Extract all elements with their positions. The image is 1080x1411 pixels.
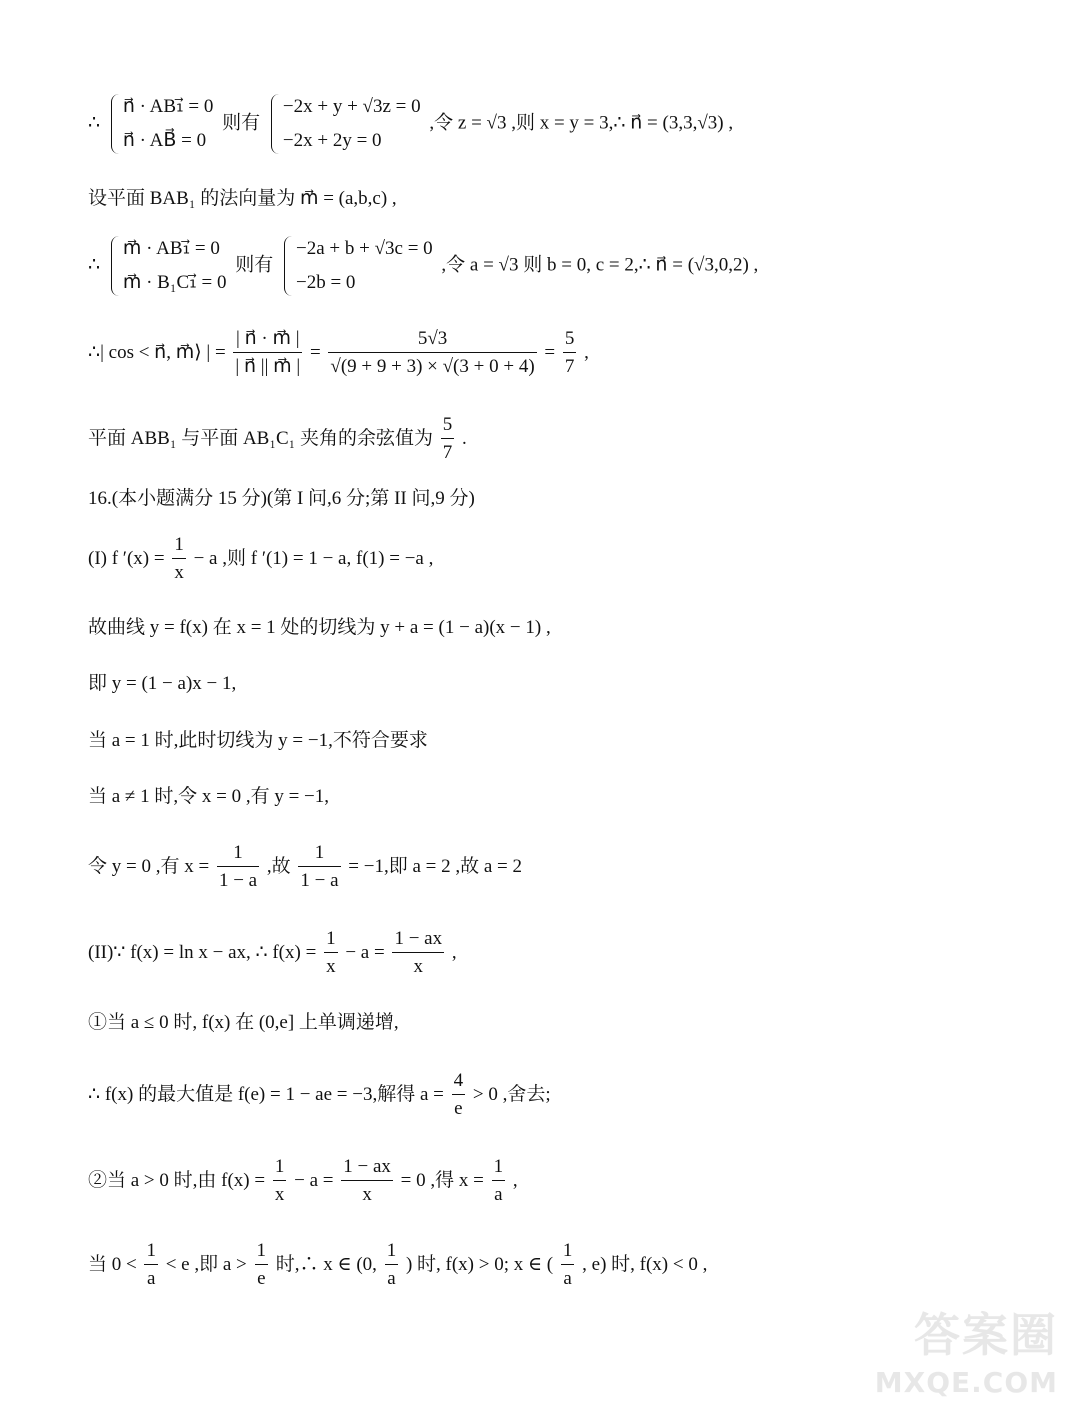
math-line-3 <box>88 232 758 300</box>
text-segment: 则有 <box>222 112 261 134</box>
text-segment: 当 0 < <box>88 1253 137 1275</box>
text-segment: < e ,即 a > <box>165 1253 247 1275</box>
text-segment: = −1,即 a = 2 ,故 a = 2 <box>348 855 522 877</box>
therefore-symbol: ∴ <box>88 254 101 276</box>
text-segment: = <box>309 341 321 363</box>
text-segment: . <box>462 427 467 449</box>
math-line-15 <box>88 1068 551 1123</box>
fraction <box>144 1238 158 1293</box>
equation-row: −2x + 2y = 0 <box>282 130 382 151</box>
denominator: e <box>255 1264 269 1293</box>
problem-16-heading: 16.(本小题满分 15 分)(第 I 问,6 分;第 II 问,9 分) <box>88 488 475 509</box>
therefore-symbol: ∴ <box>88 112 101 134</box>
text-segment: = <box>544 341 556 363</box>
watermark-url: MXQE.COM <box>874 1366 1058 1399</box>
math-line-7 <box>88 532 433 587</box>
math-line-16 <box>88 1154 518 1209</box>
math-line-12 <box>88 840 522 895</box>
text-segment: (I) f ′(x) = <box>88 547 165 569</box>
fraction <box>561 1238 575 1293</box>
math-line-1 <box>88 90 733 158</box>
fraction <box>492 1154 506 1209</box>
text-segment: > 0 ,舍去; <box>472 1083 551 1105</box>
math-line-13 <box>88 926 457 981</box>
watermark-logo <box>874 1293 1064 1403</box>
fraction <box>563 326 577 381</box>
equation-row: n⃗ · AB₁⃗ = 0 <box>122 96 214 117</box>
numerator: 1 <box>562 1240 573 1261</box>
denominator: 7 <box>563 352 577 381</box>
math-line-17 <box>88 1238 707 1293</box>
watermark-title: 答案圈 <box>914 1308 1058 1362</box>
denominator: √(9 + 9 + 3) × √(3 + 0 + 4) <box>328 352 536 381</box>
fraction <box>324 926 338 981</box>
text-segment: 则有 <box>235 254 274 276</box>
denominator: x <box>172 558 186 587</box>
equation-system <box>269 90 421 158</box>
math-line-9: 即 y = (1 − a)x − 1, <box>88 673 237 694</box>
numerator: 1 − ax <box>343 1156 391 1177</box>
denominator: a <box>561 1264 575 1293</box>
fraction <box>341 1154 393 1209</box>
text-segment: − a ,则 f ′(1) = 1 − a, f(1) = −a , <box>193 547 434 569</box>
math-line-8: 故曲线 y = f(x) 在 x = 1 处的切线为 y + a = (1 − a)(x − 1) , <box>88 617 551 638</box>
fraction <box>233 326 302 381</box>
fraction <box>298 840 340 895</box>
numerator: 5√3 <box>417 328 448 349</box>
equation-row: −2x + y + √3z = 0 <box>282 96 421 117</box>
text-segment: ,令 a = √3 则 b = 0, c = 2,∴ n⃗ = (√3,0,2) , <box>441 254 759 276</box>
denominator: x <box>324 952 338 981</box>
fraction <box>441 412 455 467</box>
equation-row: m⃗ · B₁C₁⃗ = 0 <box>122 272 227 293</box>
text-segment: ∴| cos < n⃗, m⃗⟩ | = <box>88 341 226 363</box>
fraction <box>328 326 536 381</box>
text-segment: , <box>584 341 589 363</box>
fraction <box>217 840 259 895</box>
equation-row: m⃗ · AB₁⃗ = 0 <box>122 238 220 259</box>
math-line-14: ①当 a ≤ 0 时, f(x) 在 (0,e] 上单调递增, <box>88 1012 399 1033</box>
math-line-2: 设平面 BAB₁ 的法向量为 m⃗ = (a,b,c) , <box>88 188 397 209</box>
text-segment: ②当 a > 0 时,由 f(x) = <box>88 1169 266 1191</box>
denominator: x <box>273 1180 287 1209</box>
denominator: a <box>492 1180 506 1209</box>
denominator: 1 − a <box>217 866 259 895</box>
math-line-5 <box>88 412 467 467</box>
equation-row: −2b = 0 <box>296 272 356 293</box>
denominator: e <box>452 1094 466 1123</box>
equation-row: −2a + b + √3c = 0 <box>296 238 433 259</box>
numerator: 5 <box>564 328 575 349</box>
numerator: 1 <box>326 928 336 949</box>
denominator: a <box>385 1264 399 1293</box>
text-segment: , e) 时, f(x) < 0 , <box>582 1253 708 1275</box>
numerator: | n⃗ · m⃗ | <box>236 328 300 349</box>
numerator: 1 <box>256 1240 267 1261</box>
text-segment: (II)∵ f(x) = ln x − ax, ∴ f(x) = <box>88 941 317 963</box>
denominator: 1 − a <box>298 866 340 895</box>
fraction <box>273 1154 287 1209</box>
math-line-4 <box>88 326 589 381</box>
numerator: 5 <box>442 414 453 435</box>
text-segment: 时,∴ x ∈ (0, <box>275 1253 377 1275</box>
numerator: 1 <box>274 1156 285 1177</box>
text-segment: 平面 ABB₁ 与平面 AB₁C₁ 夹角的余弦值为 <box>88 427 434 449</box>
text-segment: ) 时, f(x) > 0; x ∈ ( <box>405 1253 554 1275</box>
fraction <box>172 532 186 587</box>
fraction <box>385 1238 399 1293</box>
numerator: 1 <box>493 1156 504 1177</box>
text-segment: = 0 ,得 x = <box>400 1169 484 1191</box>
text-segment: ,令 z = √3 ,则 x = y = 3,∴ n⃗ = (3,3,√3) , <box>429 112 734 134</box>
denominator: a <box>144 1264 158 1293</box>
text-segment: 令 y = 0 ,有 x = <box>88 855 210 877</box>
equation-system <box>109 232 227 300</box>
numerator: 1 <box>314 842 325 863</box>
numerator: 4 <box>453 1070 464 1091</box>
denominator: x <box>392 952 444 981</box>
numerator: 1 <box>174 534 184 555</box>
math-line-11: 当 a ≠ 1 时,令 x = 0 ,有 y = −1, <box>88 786 330 807</box>
equation-system <box>109 90 214 158</box>
fraction <box>255 1238 269 1293</box>
text-segment: ∴ f(x) 的最大值是 f(e) = 1 − ae = −3,解得 a = <box>88 1083 444 1105</box>
text-segment: ,故 <box>266 855 291 877</box>
text-segment: − a = <box>294 1169 334 1191</box>
fraction <box>392 926 444 981</box>
equation-row: n⃗ · AB⃗ = 0 <box>122 130 207 151</box>
fraction <box>452 1068 466 1123</box>
numerator: 1 <box>233 842 243 863</box>
equation-system <box>282 232 433 300</box>
text-segment: , <box>512 1169 518 1191</box>
math-line-10: 当 a = 1 时,此时切线为 y = −1,不符合要求 <box>88 730 428 751</box>
numerator: 1 − ax <box>394 928 443 949</box>
denominator: x <box>341 1180 393 1209</box>
text-segment: , <box>451 941 457 963</box>
numerator: 1 <box>386 1240 397 1261</box>
denominator: 7 <box>441 438 455 467</box>
numerator: 1 <box>146 1240 156 1261</box>
denominator: | n⃗ || m⃗ | <box>233 352 302 381</box>
text-segment: − a = <box>345 941 385 963</box>
